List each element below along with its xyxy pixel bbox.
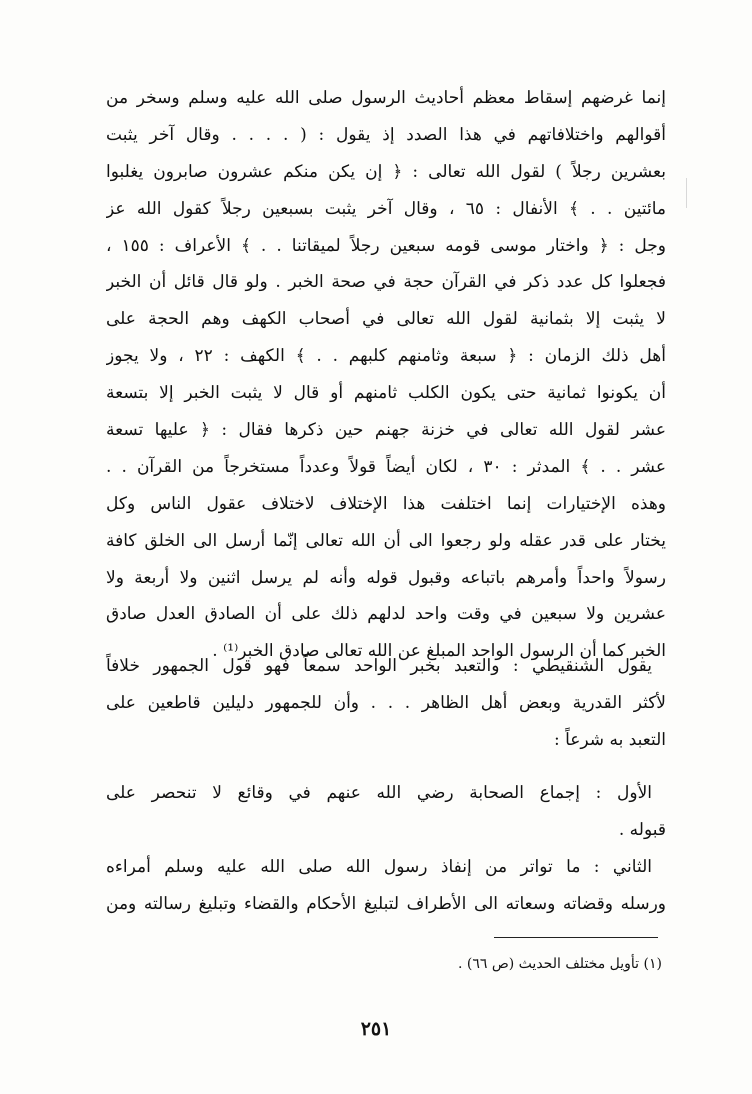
text-line: عشر . . ﴾ المدثر : ٣٠ ، لكان أيضاً قولاً وعدداً مستخرجاً من القرآن . . bbox=[106, 456, 666, 477]
text-line: رسولاً واحداً وأمرهم باتباعه وقبول قوله وأنه لم يرسل اثنين ولا أربعة ولا bbox=[106, 567, 666, 588]
scan-artifact bbox=[686, 178, 687, 208]
footnote: (١) تأويل مختلف الحديث (ص ٦٦) . bbox=[457, 956, 662, 972]
text-line: عشرين ولا سبعين في وقت واحد لدلهم ذلك على أن الصادق العدل صادق bbox=[106, 604, 666, 625]
text-line: يختار على قدر عقله ولو رجعوا الى أن الله تعالى إنّما أرسل الى الخلق كافة bbox=[106, 530, 666, 551]
text-line: الثاني : ما تواتر من إنفاذ رسول الله صلى الله عليه وسلم أمراءه bbox=[106, 857, 652, 877]
text-line: ورسله وقضاته وسعاته الى الأطراف لتبليغ الأحكام والقضاء وتبليغ رسالته ومن bbox=[106, 893, 666, 914]
text-line: التعبد به شرعاً : bbox=[553, 729, 666, 750]
paragraph-shinqiti-quote bbox=[106, 648, 666, 759]
text-line: وهذه الإختيارات إنما اختلفت هذا الإختلاف لاختلاف عقول الناس وكل bbox=[106, 493, 666, 514]
text-line: أن يكونوا ثمانية حتى يكون الكلب ثامنهم أو قال لا يثبت الخبر إلا بتسعة bbox=[106, 383, 666, 404]
text-line: لأكثر القدرية وبعض أهل الظاهر . . . وأن للجمهور دليلين قاطعين على bbox=[106, 692, 666, 713]
page-number: ٢٥١ bbox=[360, 1018, 392, 1040]
footnote-separator bbox=[494, 937, 658, 938]
text-line: إنما غرضهم إسقاط معظم أحاديث الرسول صلى الله عليه وسلم وسخر من bbox=[106, 88, 666, 108]
text-line: الخبر كما أن الرسول الواحد المبلغ عن الله تعالى صادق الخبر⁽¹⁾ . bbox=[212, 641, 666, 662]
text-line: وجل : ﴿ واختار موسى قومه سبعين رجلاً لميقاتنا . . ﴾ الأعراف : ١٥٥ ، bbox=[106, 235, 666, 256]
text-line: قبوله . bbox=[618, 819, 666, 840]
text-line: أقوالهم واختلافاتهم في هذا الصدد إذ يقول : ( . . . . وقال آخر يثبت bbox=[106, 124, 666, 145]
paragraph-second-proof bbox=[106, 849, 666, 923]
text-line: عشر لقول الله تعالى في خزنة جهنم حين ذكرها فقال : ﴿ عليها تسعة bbox=[106, 420, 666, 441]
text-line: الأول : إجماع الصحابة رضي الله عنهم في وقائع لا تنحصر على bbox=[106, 783, 652, 803]
text-line: يقول الشنقيطي : والتعبد بخبر الواحد سمعاً فهو قول الجمهور خلافاً bbox=[106, 656, 652, 676]
text-line: لا يثبت إلا بثمانية لقول الله تعالى في أصحاب الكهف وهم الحجة على bbox=[106, 309, 666, 330]
paragraph-main bbox=[106, 80, 666, 670]
paragraph-first-proof bbox=[106, 775, 666, 849]
text-line: أهل ذلك الزمان : ﴿ سبعة وثامنهم كلبهم . . ﴾ الكهف : ٢٢ ، ولا يجوز bbox=[106, 346, 666, 367]
text-line: مائتين . . ﴾ الأنفال : ٦٥ ، وقال آخر يثبت بسبعين رجلاً كقول الله عز bbox=[106, 198, 666, 219]
text-line: فجعلوا كل عدد ذكر في القرآن حجة في صحة الخبر . ولو قال قائل أن الخبر bbox=[106, 272, 666, 293]
text-line: بعشرين رجلاً ) لقول الله تعالى : ﴿ إن يكن منكم عشرون صابرون يغلبوا bbox=[106, 161, 666, 182]
